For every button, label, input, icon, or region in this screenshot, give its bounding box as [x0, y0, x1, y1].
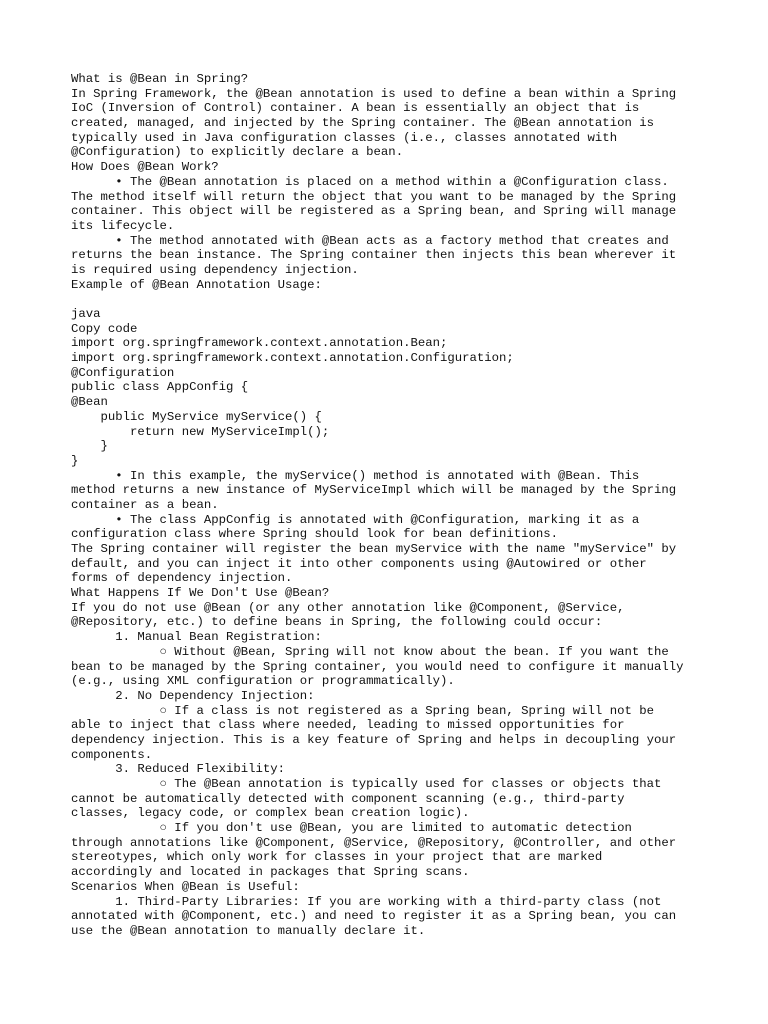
text-line: ○ The @Bean annotation is typically used for classes or objects that: [71, 777, 662, 791]
text-line: return new MyServiceImpl();: [71, 424, 330, 439]
text-line: its lifecycle.: [71, 218, 175, 233]
text-line: public class AppConfig {: [71, 380, 249, 395]
text-line: stereotypes, which only work for classes in your project that are marked: [71, 850, 603, 865]
text-line: The method itself will return the object that you want to be managed by the Spring: [71, 189, 677, 204]
text-line: public MyService myService() {: [71, 409, 322, 424]
text-line: Copy code: [71, 321, 138, 336]
text-line: • The method annotated with @Bean acts as a factory method that creates and: [71, 233, 669, 248]
text-line: components.: [71, 747, 153, 762]
text-line: 1. Third-Party Libraries: If you are working with a third-party class (not: [71, 894, 662, 909]
text-line: 3. Reduced Flexibility:: [71, 762, 286, 777]
text-line: classes, legacy code, or complex bean creation logic).: [71, 806, 470, 821]
text-line: is required using dependency injection.: [71, 262, 359, 277]
text-line: @Configuration) to explicitly declare a bean.: [71, 145, 404, 160]
text-line: configuration class where Spring should look for bean definitions.: [71, 527, 559, 542]
text-line: In Spring Framework, the @Bean annotation is used to define a bean within a Spring: [71, 86, 677, 101]
text-line: How Does @Bean Work?: [71, 160, 219, 175]
text-line: use the @Bean annotation to manually declare it.: [71, 923, 426, 938]
text-line: able to inject that class where needed, leading to missed opportunities for: [71, 718, 625, 733]
text-line: ○ If a class is not registered as a Spring bean, Spring will not be: [71, 703, 654, 718]
text-line: What Happens If We Don't Use @Bean?: [71, 586, 330, 601]
text-line: }: [71, 453, 79, 468]
text-line: Example of @Bean Annotation Usage:: [71, 277, 322, 292]
document-page: [71, 72, 701, 939]
text-line: @Configuration: [71, 365, 175, 380]
text-line: through annotations like @Component, @Service, @Repository, @Controller, and other: [71, 835, 677, 850]
text-line: • The class AppConfig is annotated with @Configuration, marking it as a: [71, 512, 640, 527]
text-line: bean to be managed by the Spring container, you would need to configure it manually: [71, 659, 684, 674]
text-line: If you do not use @Bean (or any other annotation like @Component, @Service,: [71, 600, 625, 615]
text-line: Scenarios When @Bean is Useful:: [71, 879, 300, 894]
text-line: default, and you can inject it into other components using @Autowired or other: [71, 556, 647, 571]
text-line: cannot be automatically detected with component scanning (e.g., third-party: [71, 791, 625, 806]
text-line: • The @Bean annotation is placed on a method within a @Configuration class.: [71, 174, 669, 189]
text-line: import org.springframework.context.annotation.Configuration;: [71, 351, 514, 366]
text-line: container. This object will be registered as a Spring bean, and Spring will manage: [71, 204, 677, 219]
text-line: import org.springframework.context.annotation.Bean;: [71, 336, 448, 351]
text-line: annotated with @Component, etc.) and need to register it as a Spring bean, you can: [71, 909, 677, 924]
text-line: accordingly and located in packages that Spring scans.: [71, 865, 470, 880]
text-line: (e.g., using XML configuration or programmatically).: [71, 674, 455, 689]
text-line: IoC (Inversion of Control) container. A bean is essentially an object that is: [71, 101, 640, 116]
text-line: 2. No Dependency Injection:: [71, 688, 315, 703]
text-line: method returns a new instance of MyServiceImpl which will be managed by the Spring: [71, 483, 677, 498]
text-line: java: [71, 307, 101, 321]
text-line: [71, 292, 701, 307]
text-line: created, managed, and injected by the Spring container. The @Bean annotation is: [71, 116, 654, 131]
text-line: dependency injection. This is a key feature of Spring and helps in decoupling your: [71, 732, 677, 747]
text-line: @Repository, etc.) to define beans in Spring, the following could occur:: [71, 615, 603, 630]
text-line: ○ Without @Bean, Spring will not know about the bean. If you want the: [71, 644, 669, 659]
text-line: @Bean: [71, 395, 108, 410]
text-line: container as a bean.: [71, 497, 219, 512]
text-line: forms of dependency injection.: [71, 571, 293, 586]
text-line: }: [71, 439, 108, 454]
text-line: • In this example, the myService() method is annotated with @Bean. This: [71, 468, 640, 483]
text-line: 1. Manual Bean Registration:: [71, 630, 322, 645]
text-line: returns the bean instance. The Spring container then injects this bean wherever it: [71, 248, 677, 263]
text-line: typically used in Java configuration classes (i.e., classes annotated with: [71, 130, 618, 145]
text-line: The Spring container will register the bean myService with the name "myService" by: [71, 542, 677, 556]
text-line: What is @Bean in Spring?: [71, 72, 249, 86]
text-line: ○ If you don't use @Bean, you are limited to automatic detection: [71, 821, 632, 836]
